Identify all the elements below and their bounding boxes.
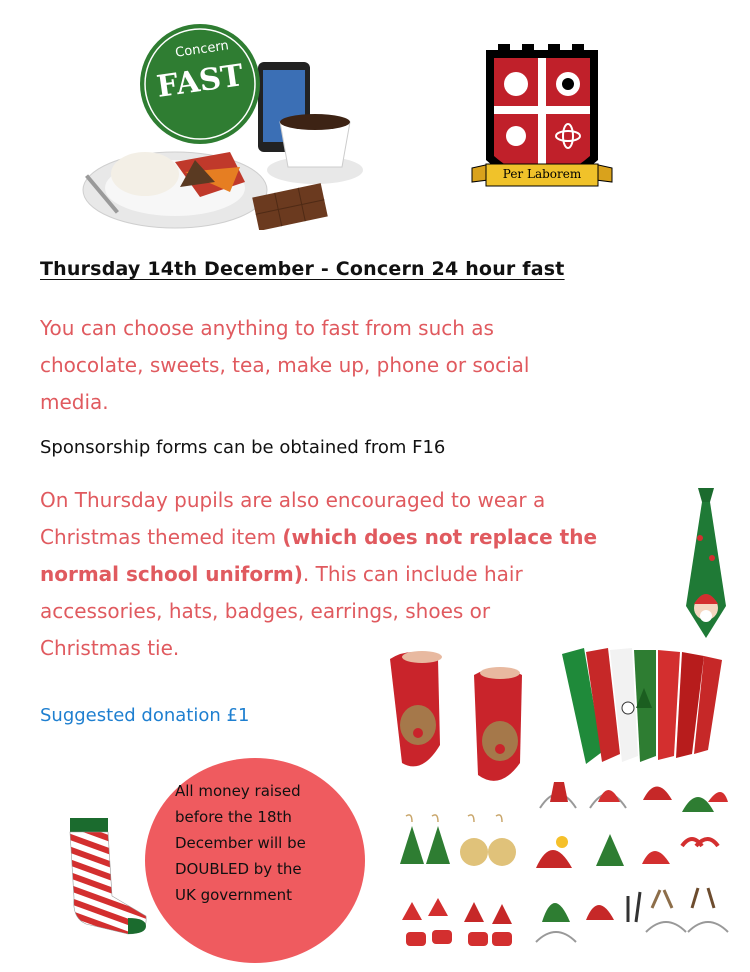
paragraph-christmas-item bbox=[40, 482, 680, 667]
paragraph3-line bbox=[40, 519, 680, 556]
circle-line: All money raised bbox=[175, 782, 301, 800]
circle-line: before the 18th bbox=[175, 808, 292, 826]
paragraph3-text: . This can include hair bbox=[302, 562, 523, 586]
fast-logo-line2: FAST bbox=[154, 58, 246, 105]
christmas-ties-image bbox=[562, 648, 722, 766]
paragraph1-line: media. bbox=[40, 390, 109, 414]
paragraph1-line: You can choose anything to fast from such as bbox=[40, 316, 494, 340]
suggested-donation: Suggested donation £1 bbox=[40, 705, 250, 726]
circle-line: DOUBLED by the bbox=[175, 860, 302, 878]
headline: Thursday 14th December - Concern 24 hour fast bbox=[40, 258, 565, 280]
paragraph3-text: Christmas themed item bbox=[40, 525, 283, 549]
doubled-circle-text bbox=[175, 778, 335, 908]
paragraph3-line: Christmas tie. bbox=[40, 636, 180, 660]
paragraph3-line: On Thursday pupils are also encouraged to wear a bbox=[40, 488, 546, 512]
striped-sock-image bbox=[62, 818, 148, 936]
christmas-hats-image bbox=[532, 772, 732, 954]
paragraph-fast-options bbox=[40, 310, 640, 421]
christmas-tie-image bbox=[680, 488, 732, 640]
christmas-earrings-image bbox=[392, 812, 524, 952]
fast-logo-line1: Concern bbox=[174, 38, 230, 61]
crest-motto: Per Laborem bbox=[502, 167, 582, 181]
reindeer-socks-image bbox=[382, 645, 532, 797]
circle-line: December will be bbox=[175, 834, 306, 852]
paragraph3-line bbox=[40, 556, 680, 593]
paragraph-sponsorship: Sponsorship forms can be obtained from F16 bbox=[40, 437, 446, 458]
paragraph1-line: chocolate, sweets, tea, make up, phone or social bbox=[40, 353, 530, 377]
concern-fast-image bbox=[80, 22, 370, 230]
paragraph3-line: accessories, hats, badges, earrings, shoes or bbox=[40, 599, 491, 623]
school-crest bbox=[468, 40, 616, 200]
circle-line: UK government bbox=[175, 886, 293, 904]
paragraph3-bold-text: normal school uniform) bbox=[40, 562, 303, 586]
paragraph3-bold-text: (which does not replace the bbox=[282, 525, 598, 549]
